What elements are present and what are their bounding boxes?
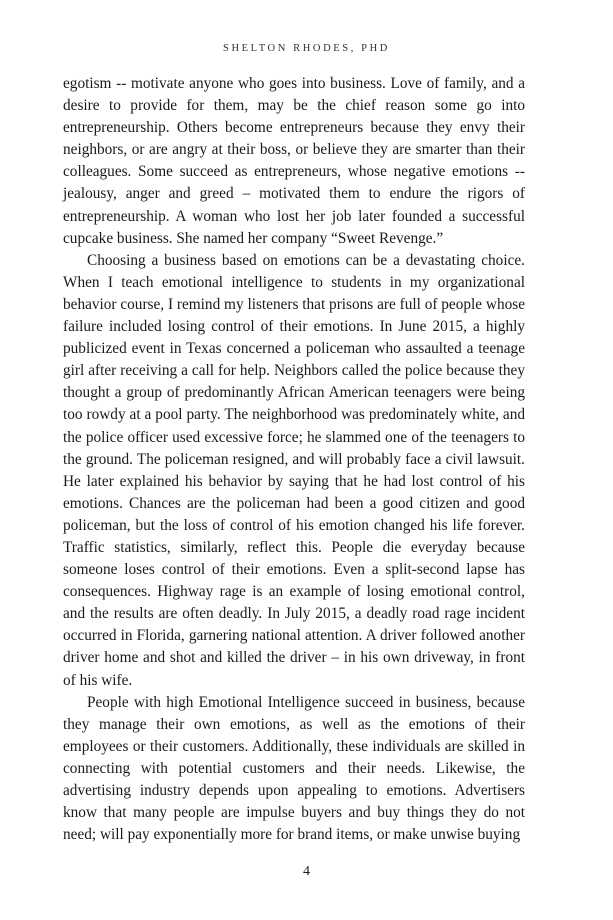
- body-text: [63, 73, 525, 846]
- paragraph-continued: egotism -- motivate anyone who goes into business. Love of family, and a desire to provide for them, may be the chief reason some go into entrepreneurship. Others become entrepreneurs because they envy their neighbors, or are angry at their boss, or believe they are smarter than their colleagues. Some succeed as entrepreneurs, whose negative emotions -- jealousy, anger and greed – motivated them to endure the rigors of entrepreneurship. A woman who lost her job later founded a successful cupcake business. She named her company “Sweet Revenge.”: [63, 75, 525, 247]
- page-number: 4: [303, 864, 310, 879]
- paragraph-emotions-choice: Choosing a business based on emotions can be a devastating choice. When I teach emotional intelligence to students in my organizational behavior course, I remind my listeners that prisons are full of people whose failure included losing control of their emotions. In June 2015, a highly publicized event in Texas concerned a policeman who assaulted a teenage girl after receiving a call for help. Neighbors called the police because they thought a group of predominantly African American teenagers were being too rowdy at a pool party. The neighborhood was predominately white, and the police officer used excessive force; he slammed one of the teenagers to the ground. The policeman resigned, and will probably face a civil lawsuit. He later explained his behavior by saying that he had lost control of his emotions. Chances are the policeman had been a good citizen and good policeman, but the loss of control of his emotion changed his life forever. Traffic statistics, similarly, reflect this. People die everyday because someone loses control of their emotions. Even a split-second lapse has consequences. Highway rage is an example of losing emotional control, and the results are often deadly. In July 2015, a deadly road rage incident occurred in Florida, garnering national attention. A driver followed another driver home and shot and killed the driver – in his own driveway, in front of his wife.: [63, 251, 525, 689]
- running-header: SHELTON RHODES, PHD: [223, 43, 390, 54]
- paragraph-emotional-intelligence: People with high Emotional Intelligence succeed in business, because they manage their own emotions, as well as the emotions of their employees or their customers. Additionally, these individuals are skilled in connecting with potential customers and their needs. Likewise, the advertising industry depends upon appealing to emotions. Advertisers know that many people are impulse buyers and buy things they do not need; will pay exponentially more for brand items, or make unwise buying: [63, 693, 525, 844]
